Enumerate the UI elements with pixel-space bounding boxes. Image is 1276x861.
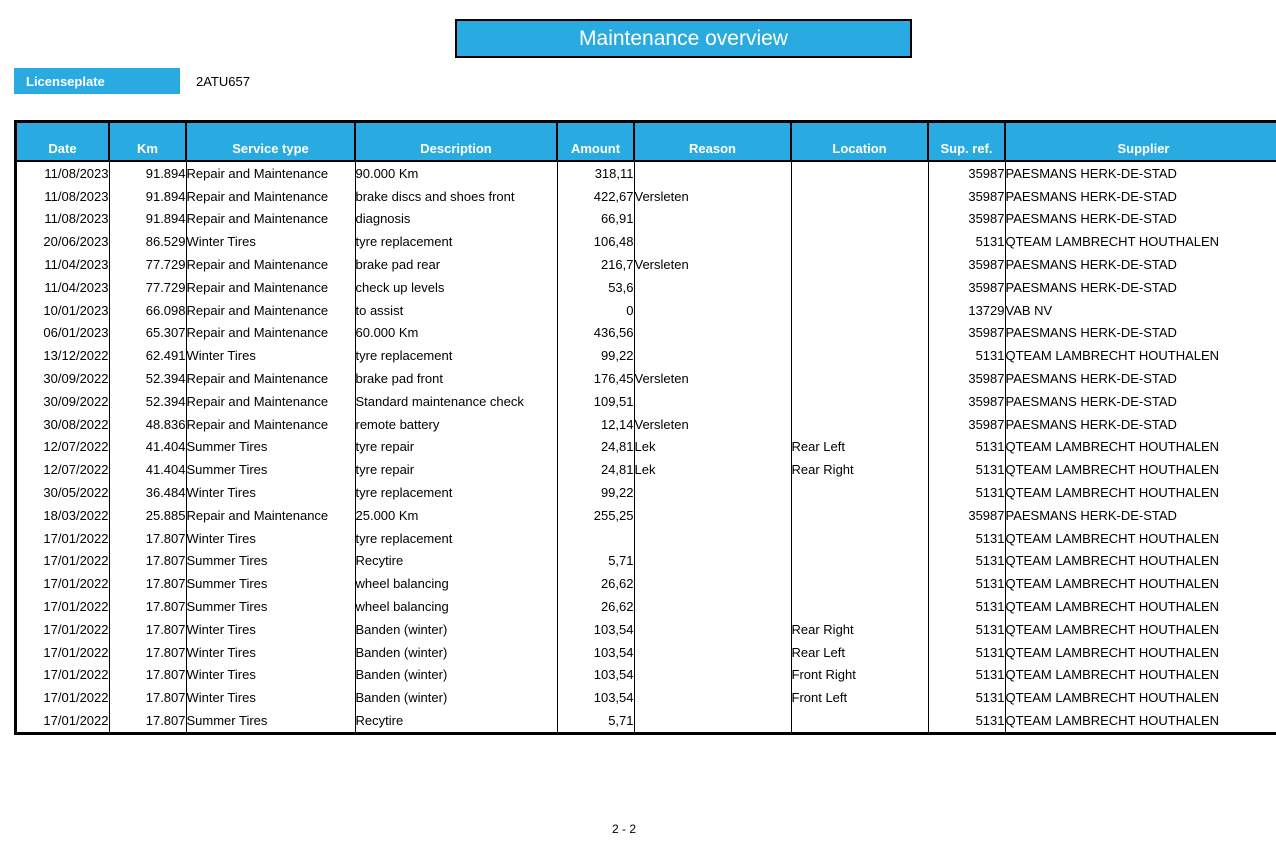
table-cell bbox=[634, 550, 791, 573]
table-cell: Banden (winter) bbox=[355, 664, 557, 687]
table-cell: 17.807 bbox=[109, 709, 186, 733]
table-cell: 90.000 Km bbox=[355, 161, 557, 185]
table-cell: Versleten bbox=[634, 413, 791, 436]
table-cell bbox=[634, 664, 791, 687]
table-cell: 176,45 bbox=[557, 367, 634, 390]
table-cell: 17.807 bbox=[109, 527, 186, 550]
table-cell: 5131 bbox=[928, 481, 1005, 504]
table-cell: 13/12/2022 bbox=[43, 348, 109, 364]
table-cell: 103,54 bbox=[557, 664, 634, 687]
table-cell: 66,91 bbox=[557, 208, 634, 231]
table-cell: Repair and Maintenance bbox=[186, 208, 355, 231]
table-cell bbox=[634, 208, 791, 231]
table-row bbox=[16, 161, 1276, 185]
table-cell: VAB NV bbox=[1005, 299, 1276, 322]
table-row bbox=[16, 322, 1276, 345]
table-cell: QTEAM LAMBRECHT HOUTHALEN bbox=[1005, 527, 1276, 550]
table-cell: QTEAM LAMBRECHT HOUTHALEN bbox=[1005, 436, 1276, 459]
table-row bbox=[16, 481, 1276, 504]
table-cell: 62.491 bbox=[109, 344, 186, 367]
table-cell: 17.807 bbox=[109, 550, 186, 573]
table-cell: 11/04/2023 bbox=[44, 257, 109, 273]
table-cell bbox=[791, 161, 928, 185]
table-cell: 20/06/2023 bbox=[43, 234, 109, 250]
table-cell: Winter Tires bbox=[186, 664, 355, 687]
table-cell: wheel balancing bbox=[355, 572, 557, 595]
table-row bbox=[16, 686, 1276, 709]
table-cell: 35987 bbox=[928, 161, 1005, 185]
table-cell bbox=[791, 390, 928, 413]
report-title-banner bbox=[455, 19, 912, 58]
table-cell bbox=[791, 527, 928, 550]
column-header-amount: Amount bbox=[557, 122, 634, 162]
table-cell: remote battery bbox=[355, 413, 557, 436]
table-cell: 17.807 bbox=[109, 641, 186, 664]
table-row bbox=[16, 344, 1276, 367]
table-cell: tyre replacement bbox=[355, 481, 557, 504]
table-cell: 11/08/2023 bbox=[44, 211, 109, 227]
table-cell: PAESMANS HERK-DE-STAD bbox=[1005, 390, 1276, 413]
table-cell: QTEAM LAMBRECHT HOUTHALEN bbox=[1005, 572, 1276, 595]
table-cell: Versleten bbox=[634, 185, 791, 208]
table-row bbox=[16, 367, 1276, 390]
table-cell: 26,62 bbox=[557, 572, 634, 595]
table-cell: Summer Tires bbox=[186, 709, 355, 733]
table-cell: brake pad front bbox=[355, 367, 557, 390]
table-cell: 41.404 bbox=[109, 436, 186, 459]
table-cell: 436,56 bbox=[557, 322, 634, 345]
column-header-reason: Reason bbox=[634, 122, 791, 162]
table-row bbox=[16, 641, 1276, 664]
table-cell: 86.529 bbox=[109, 230, 186, 253]
table-cell: 30/09/2022 bbox=[43, 371, 109, 387]
table-cell: tyre replacement bbox=[355, 527, 557, 550]
table-cell bbox=[634, 230, 791, 253]
table-row bbox=[16, 253, 1276, 276]
table-cell: 17/01/2022 bbox=[43, 599, 109, 615]
table-cell: 17/01/2022 bbox=[43, 621, 109, 637]
table-cell: QTEAM LAMBRECHT HOUTHALEN bbox=[1005, 550, 1276, 573]
table-cell: Lek bbox=[634, 458, 791, 481]
table-cell: wheel balancing bbox=[355, 595, 557, 618]
table-cell: Repair and Maintenance bbox=[186, 413, 355, 436]
table-cell: Repair and Maintenance bbox=[186, 276, 355, 299]
table-cell: Winter Tires bbox=[186, 686, 355, 709]
table-cell: 5131 bbox=[928, 595, 1005, 618]
table-cell: 24,81 bbox=[557, 436, 634, 459]
table-cell: Winter Tires bbox=[186, 641, 355, 664]
table-row bbox=[16, 185, 1276, 208]
table-cell: 17.807 bbox=[109, 618, 186, 641]
report-title: Maintenance overview bbox=[579, 26, 788, 50]
table-cell bbox=[634, 161, 791, 185]
table-cell: 5131 bbox=[928, 641, 1005, 664]
table-cell bbox=[791, 230, 928, 253]
table-cell: to assist bbox=[355, 299, 557, 322]
table-cell bbox=[634, 481, 791, 504]
table-cell: 11/04/2023 bbox=[44, 279, 109, 295]
table-cell: 17/01/2022 bbox=[43, 644, 109, 660]
table-cell: QTEAM LAMBRECHT HOUTHALEN bbox=[1005, 664, 1276, 687]
table-cell: Repair and Maintenance bbox=[186, 322, 355, 345]
table-cell: Recytire bbox=[355, 709, 557, 733]
table-cell: 5131 bbox=[928, 527, 1005, 550]
table-cell: 06/01/2023 bbox=[43, 325, 109, 341]
table-cell: 52.394 bbox=[109, 390, 186, 413]
table-cell: PAESMANS HERK-DE-STAD bbox=[1005, 367, 1276, 390]
table-cell: Front Right bbox=[791, 664, 928, 687]
table-cell: PAESMANS HERK-DE-STAD bbox=[1005, 208, 1276, 231]
table-cell: PAESMANS HERK-DE-STAD bbox=[1005, 276, 1276, 299]
table-cell: 422,67 bbox=[557, 185, 634, 208]
table-row bbox=[16, 276, 1276, 299]
table-cell: 5131 bbox=[928, 344, 1005, 367]
table-cell: 99,22 bbox=[557, 481, 634, 504]
table-cell bbox=[634, 572, 791, 595]
table-row bbox=[16, 618, 1276, 641]
table-cell bbox=[791, 481, 928, 504]
table-row bbox=[16, 572, 1276, 595]
table-cell: Rear Left bbox=[791, 641, 928, 664]
table-cell: 13729 bbox=[928, 299, 1005, 322]
table-cell: QTEAM LAMBRECHT HOUTHALEN bbox=[1005, 458, 1276, 481]
table-cell: Front Left bbox=[791, 686, 928, 709]
table-cell: 52.394 bbox=[109, 367, 186, 390]
table-cell: 103,54 bbox=[557, 686, 634, 709]
table-cell bbox=[791, 208, 928, 231]
table-cell: 10/01/2023 bbox=[43, 302, 109, 318]
table-cell: 17/01/2022 bbox=[43, 553, 109, 569]
table-cell: Repair and Maintenance bbox=[186, 161, 355, 185]
table-cell: PAESMANS HERK-DE-STAD bbox=[1005, 253, 1276, 276]
table-cell: Repair and Maintenance bbox=[186, 390, 355, 413]
table-cell: Summer Tires bbox=[186, 595, 355, 618]
table-cell: 5,71 bbox=[557, 550, 634, 573]
table-row bbox=[16, 390, 1276, 413]
table-header-row bbox=[16, 122, 1276, 162]
column-header-location: Location bbox=[791, 122, 928, 162]
table-cell bbox=[791, 322, 928, 345]
table-cell: QTEAM LAMBRECHT HOUTHALEN bbox=[1005, 230, 1276, 253]
table-cell: 24,81 bbox=[557, 458, 634, 481]
table-cell: 35987 bbox=[928, 390, 1005, 413]
table-cell: Banden (winter) bbox=[355, 641, 557, 664]
column-header-sup-ref: Sup. ref. bbox=[928, 122, 1005, 162]
table-cell: QTEAM LAMBRECHT HOUTHALEN bbox=[1005, 344, 1276, 367]
table-row bbox=[16, 413, 1276, 436]
table-cell: PAESMANS HERK-DE-STAD bbox=[1005, 185, 1276, 208]
table-row bbox=[16, 550, 1276, 573]
table-cell: 17/01/2022 bbox=[43, 667, 109, 683]
table-cell: 109,51 bbox=[557, 390, 634, 413]
column-header-km: Km bbox=[109, 122, 186, 162]
page-number: 2 - 2 bbox=[611, 822, 636, 836]
table-cell bbox=[634, 595, 791, 618]
table-cell bbox=[791, 344, 928, 367]
table-row bbox=[16, 436, 1276, 459]
table-cell: 26,62 bbox=[557, 595, 634, 618]
table-cell: 0 bbox=[557, 299, 634, 322]
licenseplate-value: 2ATU657 bbox=[196, 73, 250, 89]
table-cell: 35987 bbox=[928, 185, 1005, 208]
table-row bbox=[16, 527, 1276, 550]
table-cell: Versleten bbox=[634, 367, 791, 390]
table-cell bbox=[634, 504, 791, 527]
column-header-description: Description bbox=[355, 122, 557, 162]
table-cell: 5131 bbox=[928, 550, 1005, 573]
table-cell bbox=[557, 527, 634, 550]
table-cell: 103,54 bbox=[557, 618, 634, 641]
table-cell: 5131 bbox=[928, 686, 1005, 709]
table-cell: QTEAM LAMBRECHT HOUTHALEN bbox=[1005, 595, 1276, 618]
table-cell: Lek bbox=[634, 436, 791, 459]
table-cell bbox=[634, 527, 791, 550]
table-cell bbox=[634, 641, 791, 664]
table-cell: 77.729 bbox=[109, 276, 186, 299]
table-cell bbox=[791, 276, 928, 299]
table-cell: 255,25 bbox=[557, 504, 634, 527]
table-cell: 30/09/2022 bbox=[43, 393, 109, 409]
table-cell: 35987 bbox=[928, 253, 1005, 276]
table-cell: Summer Tires bbox=[186, 572, 355, 595]
table-cell: Banden (winter) bbox=[355, 618, 557, 641]
table-cell: 5131 bbox=[928, 709, 1005, 733]
table-cell bbox=[791, 413, 928, 436]
table-cell bbox=[791, 595, 928, 618]
table-cell: 106,48 bbox=[557, 230, 634, 253]
table-cell: Repair and Maintenance bbox=[186, 299, 355, 322]
table-cell: brake pad rear bbox=[355, 253, 557, 276]
table-cell bbox=[634, 686, 791, 709]
table-cell: Winter Tires bbox=[186, 481, 355, 504]
table-cell: 25.885 bbox=[109, 504, 186, 527]
table-cell: check up levels bbox=[355, 276, 557, 299]
table-cell: diagnosis bbox=[355, 208, 557, 231]
table-cell: Banden (winter) bbox=[355, 686, 557, 709]
table-row bbox=[16, 709, 1276, 733]
table-cell: 25.000 Km bbox=[355, 504, 557, 527]
maintenance-table-container bbox=[14, 120, 1262, 735]
table-cell: 17/01/2022 bbox=[43, 576, 109, 592]
table-cell: 5131 bbox=[928, 572, 1005, 595]
table-cell: 5131 bbox=[928, 436, 1005, 459]
table-cell: Versleten bbox=[634, 253, 791, 276]
table-cell: Rear Left bbox=[791, 436, 928, 459]
table-cell: tyre repair bbox=[355, 436, 557, 459]
table-cell: Winter Tires bbox=[186, 230, 355, 253]
table-cell: Repair and Maintenance bbox=[186, 367, 355, 390]
table-cell: 12/07/2022 bbox=[43, 462, 109, 478]
table-cell: 41.404 bbox=[109, 458, 186, 481]
table-cell bbox=[791, 709, 928, 733]
table-cell: Rear Right bbox=[791, 618, 928, 641]
table-cell: 17/01/2022 bbox=[43, 713, 109, 729]
table-cell bbox=[791, 253, 928, 276]
table-cell: Repair and Maintenance bbox=[186, 504, 355, 527]
table-cell: QTEAM LAMBRECHT HOUTHALEN bbox=[1005, 686, 1276, 709]
table-cell: 17.807 bbox=[109, 664, 186, 687]
table-cell: PAESMANS HERK-DE-STAD bbox=[1005, 504, 1276, 527]
table-cell: 11/08/2023 bbox=[44, 165, 109, 181]
table-cell: 66.098 bbox=[109, 299, 186, 322]
table-header bbox=[16, 122, 1276, 162]
table-cell: Winter Tires bbox=[186, 527, 355, 550]
table-cell bbox=[634, 276, 791, 299]
table-row bbox=[16, 664, 1276, 687]
table-row bbox=[16, 208, 1276, 231]
table-cell: 5131 bbox=[928, 618, 1005, 641]
table-cell: 35987 bbox=[928, 367, 1005, 390]
table-cell: QTEAM LAMBRECHT HOUTHALEN bbox=[1005, 641, 1276, 664]
table-cell: 35987 bbox=[928, 322, 1005, 345]
column-header-service-type: Service type bbox=[186, 122, 355, 162]
table-cell bbox=[791, 185, 928, 208]
table-cell: 18/03/2022 bbox=[43, 507, 109, 523]
table-cell: Winter Tires bbox=[186, 344, 355, 367]
table-cell bbox=[791, 572, 928, 595]
table-cell bbox=[634, 322, 791, 345]
table-cell: 17.807 bbox=[109, 686, 186, 709]
table-cell: 5131 bbox=[928, 664, 1005, 687]
table-cell bbox=[634, 618, 791, 641]
table-cell: tyre replacement bbox=[355, 230, 557, 253]
table-cell: 318,11 bbox=[557, 161, 634, 185]
table-cell: 30/08/2022 bbox=[43, 416, 109, 432]
table-cell bbox=[634, 344, 791, 367]
table-cell: 77.729 bbox=[109, 253, 186, 276]
table-row bbox=[16, 230, 1276, 253]
table-cell: PAESMANS HERK-DE-STAD bbox=[1005, 322, 1276, 345]
table-cell: Summer Tires bbox=[186, 458, 355, 481]
table-row bbox=[16, 458, 1276, 481]
table-cell: 103,54 bbox=[557, 641, 634, 664]
table-cell: Recytire bbox=[355, 550, 557, 573]
table-cell: 36.484 bbox=[109, 481, 186, 504]
table-cell: Summer Tires bbox=[186, 550, 355, 573]
table-cell: 11/08/2023 bbox=[44, 188, 109, 204]
table-cell: 17/01/2022 bbox=[43, 690, 109, 706]
table-cell: 48.836 bbox=[109, 413, 186, 436]
table-body bbox=[16, 161, 1276, 733]
table-cell bbox=[791, 367, 928, 390]
column-header-date: Date bbox=[16, 122, 110, 162]
table-cell: PAESMANS HERK-DE-STAD bbox=[1005, 161, 1276, 185]
table-cell: 17/01/2022 bbox=[43, 530, 109, 546]
licenseplate-label: Licenseplate bbox=[14, 68, 180, 94]
table-cell: 30/05/2022 bbox=[43, 485, 109, 501]
table-cell: Standard maintenance check bbox=[355, 390, 557, 413]
table-cell: Repair and Maintenance bbox=[186, 185, 355, 208]
table-cell bbox=[634, 390, 791, 413]
table-cell: QTEAM LAMBRECHT HOUTHALEN bbox=[1005, 618, 1276, 641]
table-cell: Summer Tires bbox=[186, 436, 355, 459]
table-cell: 65.307 bbox=[109, 322, 186, 345]
table-cell bbox=[791, 299, 928, 322]
table-cell: 35987 bbox=[928, 413, 1005, 436]
table-cell: QTEAM LAMBRECHT HOUTHALEN bbox=[1005, 709, 1276, 733]
table-cell: 5,71 bbox=[557, 709, 634, 733]
table-cell: 17.807 bbox=[109, 572, 186, 595]
table-cell: 60.000 Km bbox=[355, 322, 557, 345]
table-cell: Winter Tires bbox=[186, 618, 355, 641]
table-row bbox=[16, 504, 1276, 527]
table-cell: Repair and Maintenance bbox=[186, 253, 355, 276]
table-row bbox=[16, 595, 1276, 618]
table-cell bbox=[791, 504, 928, 527]
table-cell: 12/07/2022 bbox=[43, 439, 109, 455]
table-cell: 35987 bbox=[928, 504, 1005, 527]
table-cell: QTEAM LAMBRECHT HOUTHALEN bbox=[1005, 481, 1276, 504]
table-cell: 35987 bbox=[928, 276, 1005, 299]
table-cell: 35987 bbox=[928, 208, 1005, 231]
table-cell bbox=[791, 550, 928, 573]
table-cell: tyre repair bbox=[355, 458, 557, 481]
table-cell: tyre replacement bbox=[355, 344, 557, 367]
table-cell: 99,22 bbox=[557, 344, 634, 367]
table-cell: Rear Right bbox=[791, 458, 928, 481]
table-cell: 91.894 bbox=[109, 161, 186, 185]
table-cell: 216,7 bbox=[557, 253, 634, 276]
table-cell bbox=[634, 299, 791, 322]
table-cell bbox=[634, 709, 791, 733]
column-header-supplier: Supplier bbox=[1005, 122, 1276, 162]
table-cell: 91.894 bbox=[109, 185, 186, 208]
maintenance-table bbox=[14, 120, 1276, 735]
table-cell: PAESMANS HERK-DE-STAD bbox=[1005, 413, 1276, 436]
table-cell: 53,6 bbox=[557, 276, 634, 299]
table-cell: 91.894 bbox=[109, 208, 186, 231]
table-row bbox=[16, 299, 1276, 322]
table-cell: 12,14 bbox=[557, 413, 634, 436]
table-cell: 5131 bbox=[928, 458, 1005, 481]
table-cell: 5131 bbox=[928, 230, 1005, 253]
table-cell: 17.807 bbox=[109, 595, 186, 618]
table-cell: brake discs and shoes front bbox=[355, 185, 557, 208]
